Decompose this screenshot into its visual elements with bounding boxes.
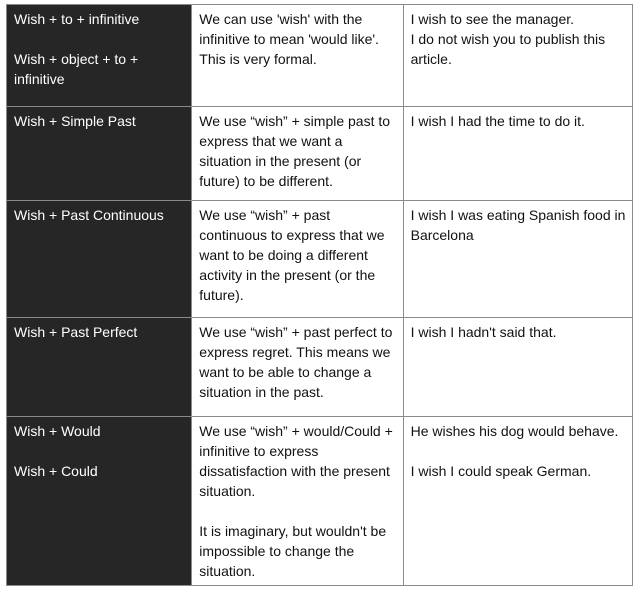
table-row-wish-simple-past [7,107,633,201]
usage-cell [192,417,403,586]
example-sentence: I wish I could speak German. [410,463,592,479]
wish-grammar-table [6,4,633,586]
form-cell [7,201,192,318]
form-label: Wish + Past Continuous [14,207,164,223]
example-sentence: I wish I was eating Spanish food in Barcelona [410,207,626,243]
form-label: Wish + Would [14,423,101,439]
example-cell [403,5,632,107]
form-label: Wish + to + infinitive [14,11,140,27]
example-sentence: He wishes his dog would behave. [410,423,619,439]
usage-cell [192,201,403,318]
usage-cell [192,5,403,107]
table-row-wish-would-could [7,417,633,586]
example-sentence: I do not wish you to publish this article. [410,31,606,67]
example-cell [403,417,632,586]
form-cell [7,417,192,586]
usage-text: We use “wish” + would/Could + infinitive to express dissatisfaction with the present situation. [199,423,393,499]
usage-text: We use “wish” + simple past to express that we want a situation in the present (or future) to be different. [199,113,391,189]
usage-text: We use “wish” + past continuous to express that we want to be doing a different activity in the present (or the future). [199,207,385,303]
form-label: Wish + Simple Past [14,113,136,129]
form-cell [7,318,192,417]
table-row-wish-past-perfect [7,318,633,417]
example-sentence: I wish to see the manager. [410,11,575,27]
form-label: Wish + Past Perfect [14,324,138,340]
usage-text: It is imaginary, but wouldn't be impossible to change the situation. [199,523,387,579]
table-row-wish-past-continuous [7,201,633,318]
usage-cell [192,318,403,417]
form-cell [7,107,192,201]
example-cell [403,318,632,417]
form-cell [7,5,192,107]
form-label: Wish + object + to + infinitive [14,51,139,87]
example-cell [403,107,632,201]
form-label: Wish + Could [14,463,98,479]
table-row-wish-to-infinitive [7,5,633,107]
usage-cell [192,107,403,201]
example-sentence: I wish I had the time to do it. [410,113,585,129]
usage-text: We use “wish” + past perfect to express regret. This means we want to be able to change a situation in the past. [199,324,393,400]
example-sentence: I wish I hadn't said that. [410,324,557,340]
usage-text: We can use 'wish' with the infinitive to mean 'would like'. This is very formal. [199,11,379,67]
example-cell [403,201,632,318]
